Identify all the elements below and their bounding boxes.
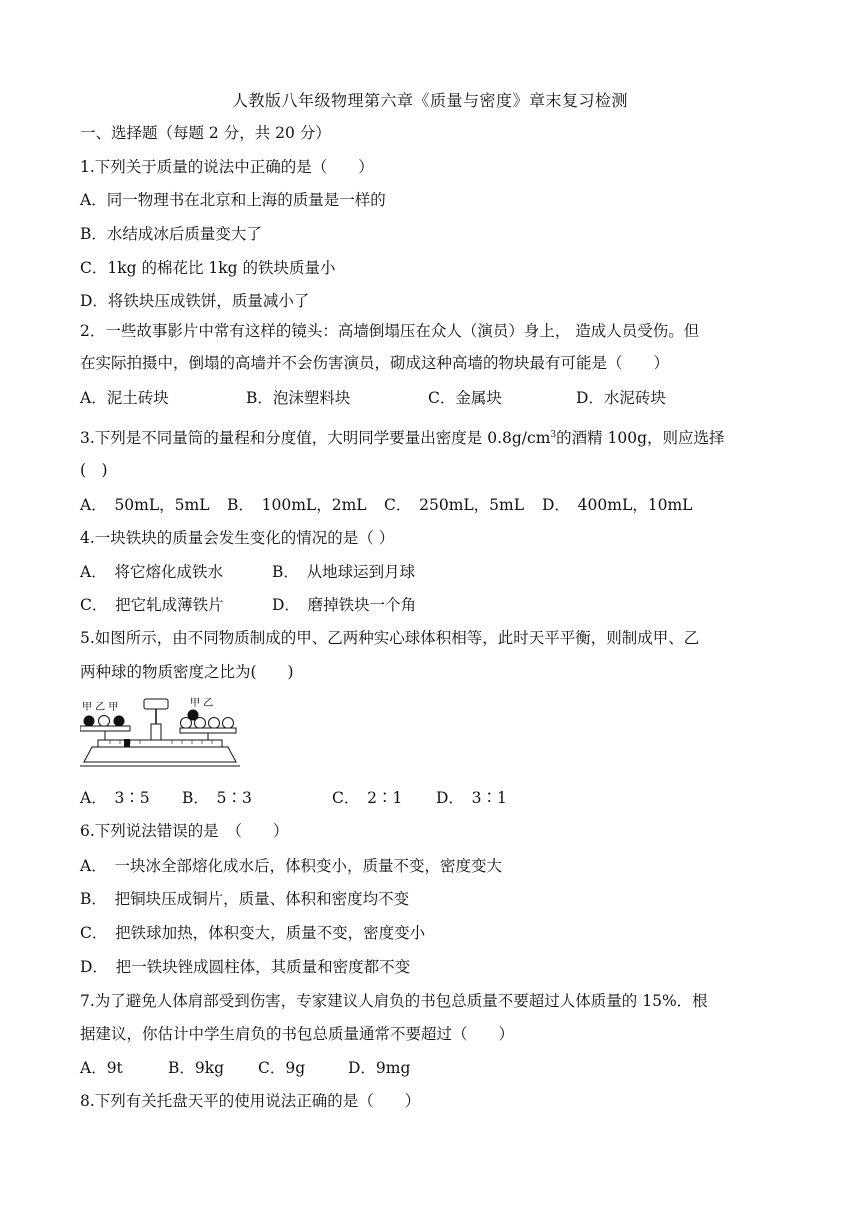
q2-option-c: C．金属块 bbox=[428, 389, 502, 407]
q6-option-a: A． 一块冰全部熔化成水后，体积变小，质量不变，密度变大 bbox=[80, 857, 502, 875]
q5-options bbox=[80, 787, 507, 809]
q7-stem-line1: 7.为了避免人体肩部受到伤害，专家建议人肩负的书包总质量不要超过人体质量的 15%．根 bbox=[80, 992, 708, 1010]
q7-option-d: D．9mg bbox=[348, 1059, 411, 1077]
q7-stem-line2: 据建议，你估计中学生肩负的书包总质量通常不要超过（ ） bbox=[80, 1025, 515, 1043]
q4-stem: 4.一块铁块的质量会发生变化的情况的是（ ） bbox=[80, 529, 395, 547]
left-pan bbox=[80, 726, 130, 731]
balance-base bbox=[84, 747, 236, 762]
q3-option-b: B． 100mL，2mL bbox=[227, 496, 367, 514]
right-pan-labels: 甲 乙 bbox=[190, 698, 214, 709]
left-ball-jia-1 bbox=[84, 716, 95, 727]
q4-option-a: A． 将它熔化成铁水 bbox=[80, 563, 223, 581]
q2-option-b: B．泡沫塑料块 bbox=[246, 389, 351, 407]
q1-option-a: A．同一物理书在北京和上海的质量是一样的 bbox=[80, 191, 386, 209]
q1-option-c: C．1kg 的棉花比 1kg 的铁块质量小 bbox=[80, 259, 336, 277]
balance-beam bbox=[98, 740, 222, 747]
q3-option-d: D． 400mL，10mL bbox=[542, 496, 693, 514]
q7-option-c: C．9g bbox=[258, 1059, 306, 1077]
q3-unit-exponent: 3 bbox=[550, 429, 557, 440]
q6-option-d: D． 把一铁块锉成圆柱体，其质量和密度都不变 bbox=[80, 958, 411, 976]
right-ball-yi-3 bbox=[209, 718, 220, 729]
q3-options bbox=[80, 494, 692, 516]
q2-option-a: A．泥土砖块 bbox=[80, 389, 169, 407]
right-ball-yi-4 bbox=[223, 718, 234, 729]
balance-dial bbox=[144, 699, 168, 709]
left-ball-yi bbox=[99, 716, 110, 727]
q3-stem-line2: ( ) bbox=[80, 461, 108, 479]
q2-options bbox=[80, 387, 666, 409]
q3-option-a: A． 50mL，5mL bbox=[80, 496, 210, 514]
q5-option-c: C． 2∶1 bbox=[332, 789, 403, 807]
right-ball-yi-1 bbox=[181, 718, 192, 729]
q8-stem: 8.下列有关托盘天平的使用说法正确的是（ ） bbox=[80, 1092, 421, 1110]
q3-stem-line1 bbox=[80, 427, 725, 449]
q4-option-c: C． 把它轧成薄铁片 bbox=[80, 596, 224, 614]
left-pan-labels: 甲 乙 甲 bbox=[82, 702, 119, 713]
q5-option-b: B． 5∶3 bbox=[182, 789, 252, 807]
q2-stem-line1: 2．一些故事影片中常有这样的镜头：高墙倒塌压在众人（演员）身上， 造成人员受伤。但 bbox=[80, 322, 700, 340]
q4-option-b: B． 从地球运到月球 bbox=[272, 563, 416, 581]
balance-scale-figure bbox=[80, 696, 240, 774]
q3-stem-text: 3.下列是不同量筒的量程和分度值，大明同学要量出密度是 0.8g/cm bbox=[80, 429, 551, 447]
right-ball-yi-2 bbox=[195, 718, 206, 729]
q4-options-row2 bbox=[80, 594, 416, 616]
q5-option-a: A． 3∶5 bbox=[80, 789, 150, 807]
right-pan bbox=[180, 728, 236, 733]
q5-stem-line2: 两种球的物质密度之比为( ) bbox=[80, 663, 294, 681]
q5-stem-line1: 5.如图所示，由不同物质制成的甲、乙两种实心球体积相等，此时天平平衡，则制成甲、乙 bbox=[80, 629, 700, 647]
q7-option-a: A．9t bbox=[80, 1059, 123, 1077]
q3-option-c: C． 250mL，5mL bbox=[384, 496, 525, 514]
q1-stem: 1.下列关于质量的说法中正确的是（ ） bbox=[80, 158, 374, 176]
q3-stem-text-end: 的酒精 100g，则应选择 bbox=[556, 429, 725, 447]
q2-option-d: D．水泥砖块 bbox=[576, 389, 666, 407]
q7-option-b: B．9kg bbox=[168, 1059, 225, 1077]
q1-option-d: D．将铁块压成铁饼，质量减小了 bbox=[80, 292, 310, 310]
balance-pillar bbox=[151, 724, 161, 740]
q4-options-row1 bbox=[80, 561, 415, 583]
q2-stem-line2: 在实际拍摄中，倒塌的高墙并不会伤害演员，砌成这种高墙的物块最有可能是（ ） bbox=[80, 354, 670, 372]
q5-option-d: D． 3∶1 bbox=[436, 789, 507, 807]
q7-options bbox=[80, 1057, 410, 1079]
section-heading: 一、选择题（每题 2 分，共 20 分） bbox=[80, 124, 331, 142]
document-title: 人教版八年级物理第六章《质量与密度》章末复习检测 bbox=[231, 91, 628, 110]
left-ball-jia-2 bbox=[114, 716, 125, 727]
q6-stem: 6.下列说法错误的是 （ ） bbox=[80, 822, 289, 840]
q6-option-b: B． 把铜块压成铜片，质量、体积和密度均不变 bbox=[80, 890, 410, 908]
q6-option-c: C． 把铁球加热，体积变大，质量不变，密度变小 bbox=[80, 924, 426, 942]
q4-option-d: D． 磨掉铁块一个角 bbox=[272, 596, 417, 614]
q1-option-b: B．水结成冰后质量变大了 bbox=[80, 225, 262, 243]
